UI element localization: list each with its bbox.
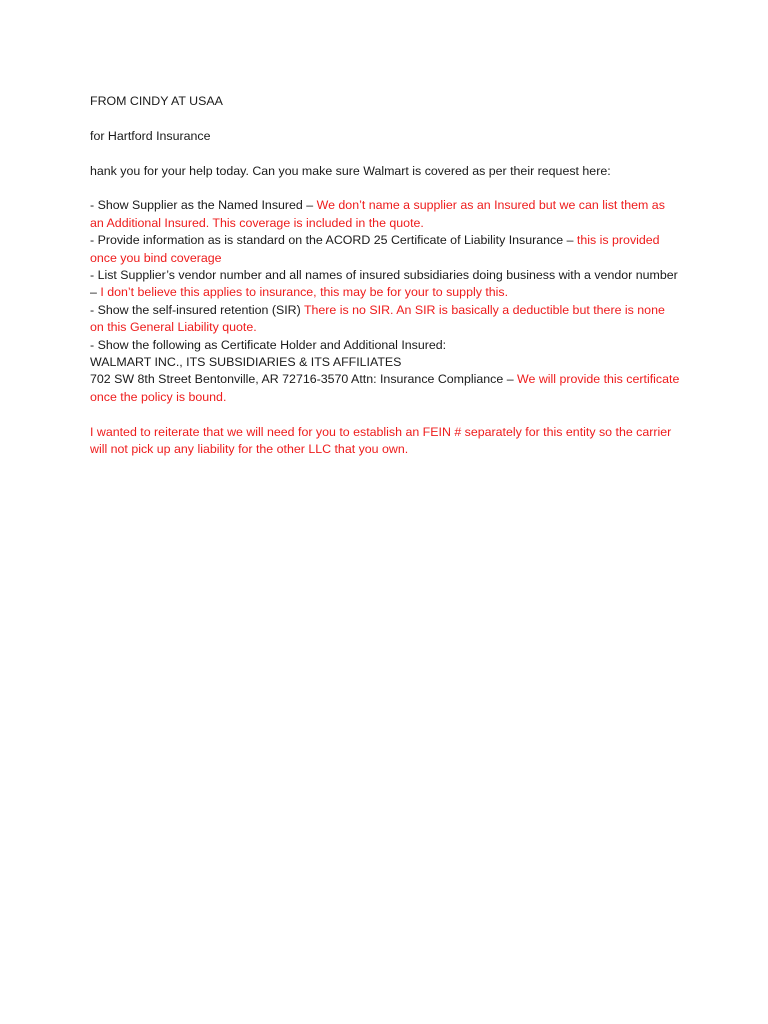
for-line: for Hartford Insurance — [90, 128, 211, 143]
document-page — [90, 93, 680, 476]
from-line: FROM CINDY AT USAA — [90, 94, 223, 108]
request-item-sir — [90, 302, 680, 337]
intro-paragraph: hank you for your help today. Can you make sure Walmart is covered as per their request here: — [90, 163, 611, 178]
request-item-vendor-number — [90, 267, 680, 302]
address-text: 702 SW 8th Street Bentonville, AR 72716-3570 Attn: Insurance Compliance – — [90, 372, 518, 387]
request-item-named-insured — [90, 197, 680, 232]
request-text: - Show the self-insured retention (SIR) — [90, 302, 304, 317]
request-item-acord-certificate — [90, 232, 680, 267]
request-text: - Provide information as is standard on the ACORD 25 Certificate of Liability Insurance – — [90, 233, 577, 248]
closing-paragraph: I wanted to reiterate that we will need for you to establish an FEIN # separately for this entity so the carrier will not pick up any liability for the other LLC that you own. — [90, 424, 672, 457]
response-text: We don’t name a supplier as an Insured but we can list them as an Additional Insured. This coverage is included in the quote. — [90, 198, 665, 230]
response-text: We will provide this certificate once the policy is bound. — [90, 372, 680, 404]
request-text: - Show Supplier as the Named Insured – — [90, 198, 317, 213]
certificate-holder-name: WALMART INC., ITS SUBSIDIARIES & ITS AFFILIATES — [90, 355, 402, 370]
request-item-certificate-holder: - Show the following as Certificate Holder and Additional Insured: — [90, 337, 447, 352]
response-text: this is provided once you bind coverage — [90, 233, 660, 265]
request-text: - List Supplier’s vendor number and all names of insured subsidiaries doing business with a vendor number – — [90, 268, 678, 300]
request-list — [90, 197, 680, 406]
response-text: There is no SIR. An SIR is basically a deductible but there is none on this General Liability quote. — [90, 302, 665, 335]
certificate-holder-address — [90, 371, 680, 406]
response-text: I don’t believe this applies to insurance, this may be for your to supply this. — [100, 285, 509, 300]
